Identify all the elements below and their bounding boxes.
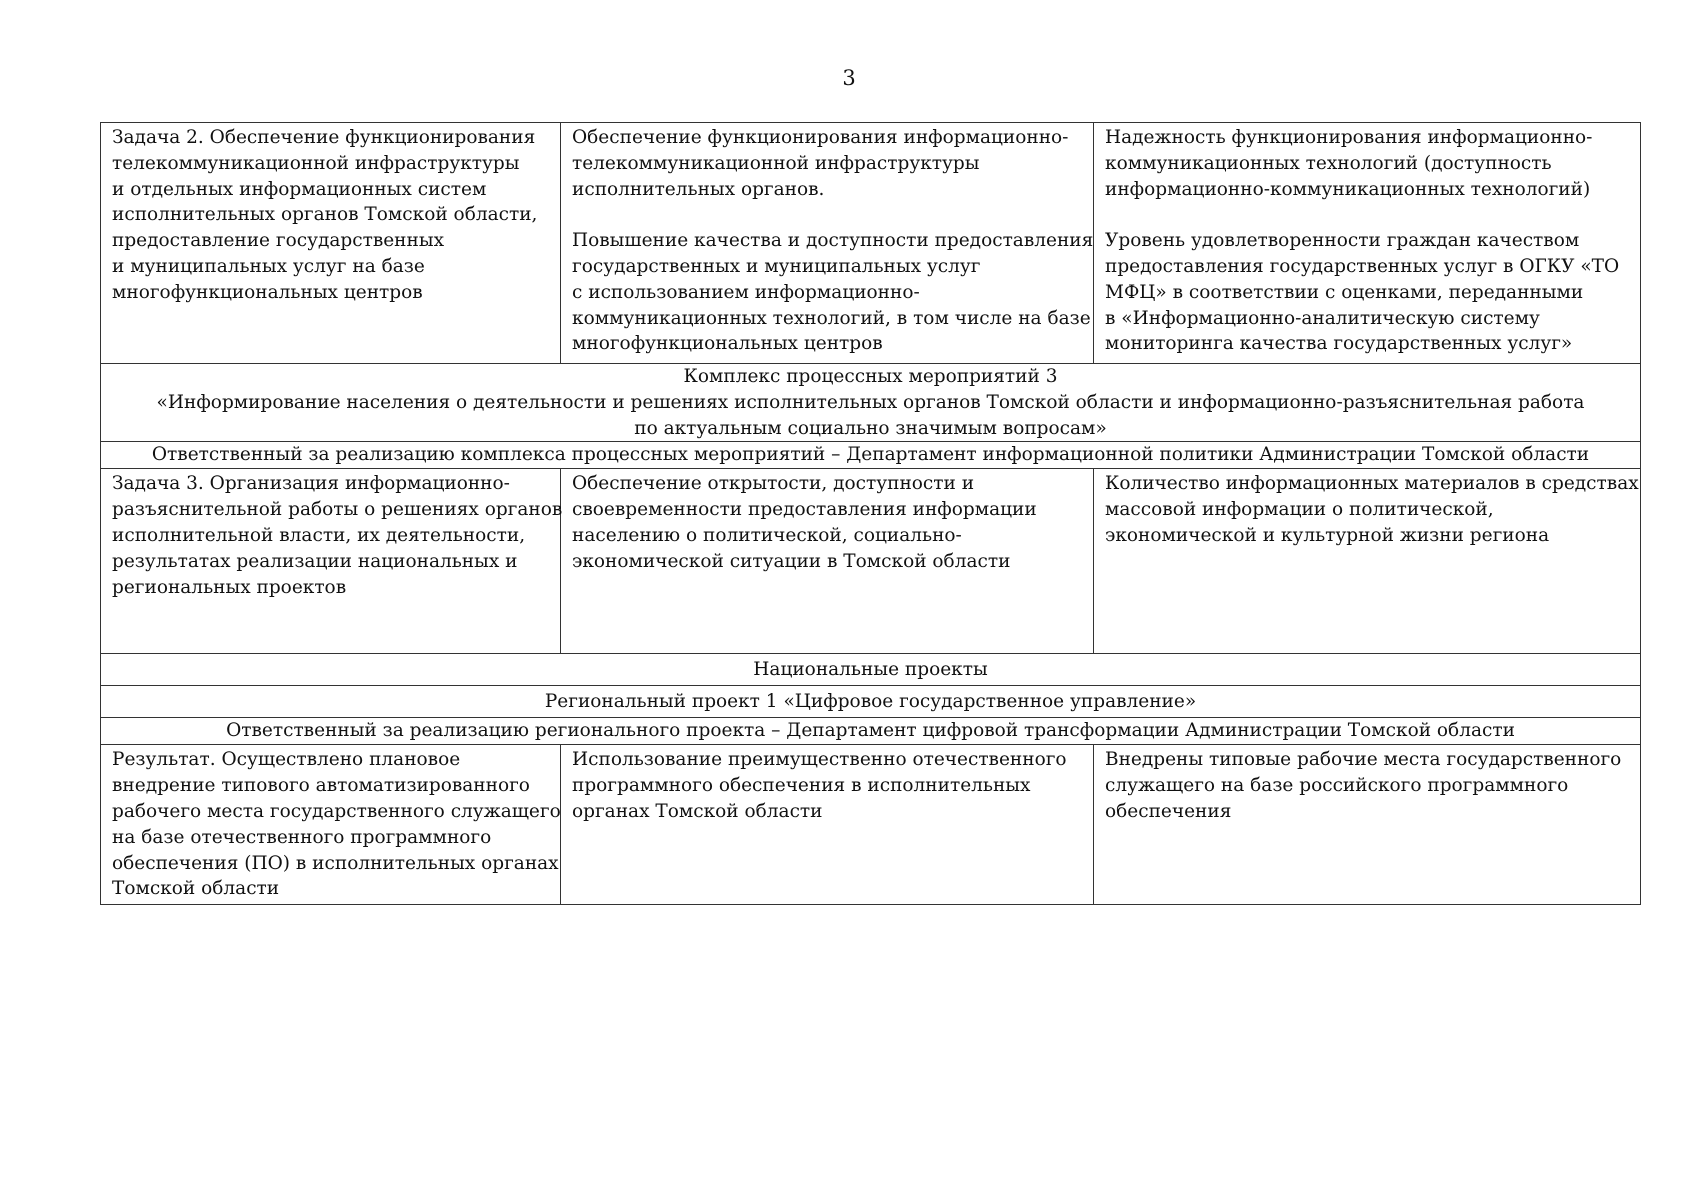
text-line: региональных проектов <box>112 576 347 598</box>
text-line: предоставление государственных <box>112 230 444 252</box>
complex-3-responsible-cell <box>101 442 1641 469</box>
result-indicators-cell <box>1094 745 1641 905</box>
regional-responsible-cell <box>101 718 1641 745</box>
text-line: своевременности предоставления информации <box>572 499 1037 521</box>
paragraph-gap <box>572 202 1087 228</box>
text-line: и муниципальных услуг на базе <box>112 255 425 277</box>
complex-3-name-line-1: «Информирование населения о деятельности и решениях исполнительных органов Томской области и информационно-разъяснительная работа <box>156 391 1585 413</box>
table-row-task-3 <box>101 469 1641 654</box>
text-line: населению о политической, социально- <box>572 524 962 546</box>
result-effects-cell <box>561 745 1094 905</box>
task-2-indicators-cell <box>1094 123 1641 364</box>
task-2-description-cell <box>101 123 561 364</box>
text-line: органах Томской области <box>572 800 823 822</box>
text-line: государственных и муниципальных услуг <box>572 255 981 277</box>
text-line: и отдельных информационных систем <box>112 178 487 200</box>
text-line: исполнительных органов Томской области, <box>112 204 538 226</box>
text-line: Повышение качества и доступности предоставления <box>572 230 1094 252</box>
text-line: в «Информационно-аналитическую систему <box>1105 307 1540 329</box>
national-projects-heading: Национальные проекты <box>753 658 988 680</box>
result-description-cell <box>101 745 561 905</box>
complex-3-name-line-2: по актуальным социально значимым вопросам» <box>634 417 1107 439</box>
text-line: телекоммуникационной инфраструктуры <box>112 152 520 174</box>
page-number: 3 <box>842 66 856 90</box>
text-line: разъяснительной работы о решениях органов <box>112 499 563 521</box>
text-line: Результат. Осуществлено плановое <box>112 749 461 771</box>
text-line: Задача 3. Организация информационно- <box>112 473 510 495</box>
text-line: обеспечения (ПО) в исполнительных органах <box>112 852 559 874</box>
text-line: многофункциональных центров <box>112 281 423 303</box>
regional-project-cell <box>101 686 1641 718</box>
program-structure-table <box>100 122 1641 905</box>
text-line: Уровень удовлетворенности граждан качеством <box>1105 230 1580 252</box>
text-line: массовой информации о политической, <box>1105 499 1494 521</box>
regional-responsible-text: Ответственный за реализацию регионального проекта – Департамент цифровой трансформации Администрации Томской области <box>226 720 1515 742</box>
text-line: Томской области <box>112 878 280 900</box>
text-line: Внедрены типовые рабочие места государственного <box>1105 749 1622 771</box>
complex-3-header-cell <box>101 364 1641 442</box>
text-line: исполнительных органов. <box>572 178 825 200</box>
text-line: Количество информационных материалов в средствах <box>1105 473 1639 495</box>
task-3-effects-cell <box>561 469 1094 654</box>
task-3-description-cell <box>101 469 561 654</box>
text-line: служащего на базе российского программного <box>1105 775 1569 797</box>
table-row-complex-3-header <box>101 364 1641 442</box>
text-line: исполнительной власти, их деятельности, <box>112 524 526 546</box>
text-line: Обеспечение открытости, доступности и <box>572 473 975 495</box>
text-line: коммуникационных технологий, в том числе на базе <box>572 307 1091 329</box>
table-row-complex-3-responsible <box>101 442 1641 469</box>
text-line: с использованием информационно- <box>572 281 920 303</box>
complex-3-title: Комплекс процессных мероприятий 3 <box>683 366 1058 387</box>
text-line: коммуникационных технологий (доступность <box>1105 152 1552 174</box>
text-line: мониторинга качества государственных услуг» <box>1105 333 1573 355</box>
national-projects-cell <box>101 654 1641 686</box>
text-line: программного обеспечения в исполнительных <box>572 775 1031 797</box>
table-row-regional-project <box>101 686 1641 718</box>
text-line: многофункциональных центров <box>572 333 883 355</box>
regional-project-heading: Региональный проект 1 «Цифровое государственное управление» <box>544 690 1197 712</box>
table-row-regional-responsible <box>101 718 1641 745</box>
text-line: Задача 2. Обеспечение функционирования <box>112 127 536 148</box>
text-line: рабочего места государственного служащего <box>112 800 561 822</box>
text-line: экономической ситуации в Томской области <box>572 550 1011 572</box>
text-line: Обеспечение функционирования информационно- <box>572 127 1069 148</box>
text-line: Использование преимущественно отечественного <box>572 749 1067 771</box>
text-line: предоставления государственных услуг в ОГКУ «ТО <box>1105 255 1620 277</box>
table-row-national-projects <box>101 654 1641 686</box>
table-row-task-2 <box>101 123 1641 364</box>
text-line: телекоммуникационной инфраструктуры <box>572 152 980 174</box>
text-line: внедрение типового автоматизированного <box>112 775 530 797</box>
task-2-effects-cell <box>561 123 1094 364</box>
paragraph-gap <box>1105 202 1634 228</box>
text-line: на базе отечественного программного <box>112 826 492 848</box>
text-line: обеспечения <box>1105 800 1232 822</box>
text-line: Надежность функционирования информационно- <box>1105 127 1593 148</box>
task-3-indicators-cell <box>1094 469 1641 654</box>
text-line: информационно-коммуникационных технологий) <box>1105 178 1591 200</box>
table-row-result <box>101 745 1641 905</box>
text-line: результатах реализации национальных и <box>112 550 518 572</box>
text-line: МФЦ» в соответствии с оценками, переданными <box>1105 281 1584 303</box>
complex-3-responsible-text: Ответственный за реализацию комплекса процессных мероприятий – Департамент информационной политики Администрации Томской области <box>151 444 1590 466</box>
text-line: экономической и культурной жизни региона <box>1105 524 1550 546</box>
